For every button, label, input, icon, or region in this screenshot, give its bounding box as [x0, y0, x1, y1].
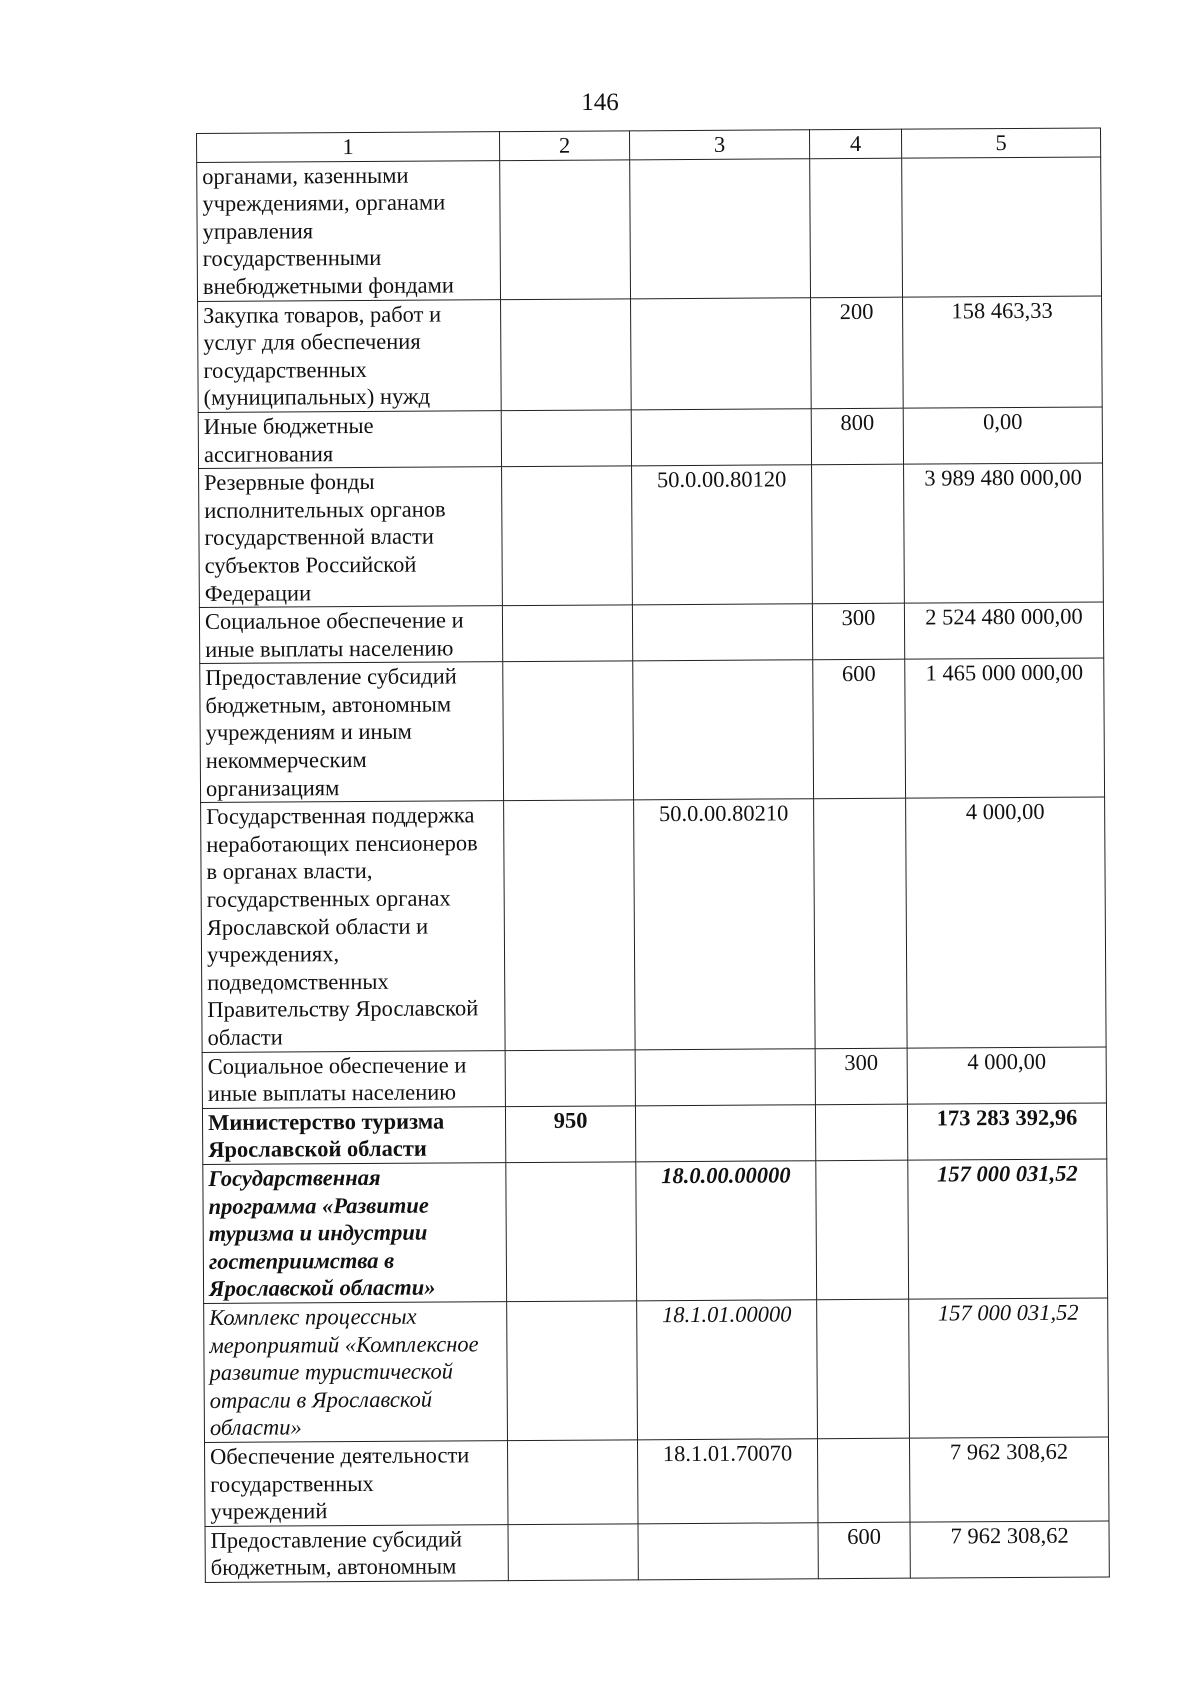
cell-program-code-text: 18.1.01.00000	[661, 1301, 792, 1328]
header-col-5: 5	[901, 128, 1100, 158]
cell-expense-type	[817, 1438, 910, 1522]
table-row	[204, 1298, 1109, 1442]
cell-section-code	[505, 1049, 635, 1106]
cell-expense-type	[811, 297, 904, 409]
cell-program-code	[635, 1048, 815, 1105]
cell-section-code	[502, 466, 633, 606]
cell-section-code	[502, 605, 632, 662]
cell-amount	[905, 658, 1105, 798]
cell-name-text: Социальное обеспечение и иные выплаты населению	[204, 607, 464, 662]
cell-section-code	[507, 1440, 638, 1525]
cell-section-code	[505, 1106, 635, 1163]
table-row	[203, 1159, 1108, 1303]
cell-expense-type-text: 300	[841, 604, 876, 631]
cell-program-code-text: 18.1.01.70070	[662, 1440, 793, 1467]
cell-amount	[903, 407, 1102, 464]
table-row	[198, 407, 1102, 469]
table-row	[202, 1103, 1106, 1165]
cell-name-text: Обеспечение деятельности государственных учреждений	[210, 1442, 470, 1525]
cell-amount	[907, 1103, 1106, 1160]
cell-name	[204, 1441, 508, 1527]
cell-expense-type-text: 200	[839, 298, 874, 324]
cell-expense-type-text: 600	[847, 1523, 882, 1549]
cell-amount-text: 158 463,33	[951, 297, 1053, 323]
cell-expense-type	[815, 1048, 907, 1105]
cell-program-code	[631, 297, 812, 409]
cell-name-text: Комплекс процессных мероприятий «Комплексное развитие туристической отрасли в Ярославской области»	[209, 1303, 479, 1441]
cell-section-code-text: 950	[553, 1107, 588, 1133]
cell-program-code-text: 50.0.00.80210	[658, 800, 789, 827]
cell-program-code	[630, 158, 811, 298]
table-row	[205, 1521, 1109, 1583]
cell-amount-text: 3 989 480 000,00	[924, 464, 1082, 491]
table-row	[202, 1047, 1106, 1109]
cell-amount-text: 2 524 480 000,00	[925, 603, 1083, 630]
cell-expense-type	[817, 1299, 910, 1439]
cell-name-text: Предоставление субсидий бюджетным, автономным учреждениям и иным некоммерческим организациям	[205, 663, 457, 801]
cell-amount-text: 4 000,00	[965, 799, 1045, 825]
cell-section-code	[506, 1162, 637, 1302]
table-row	[200, 658, 1105, 802]
cell-program-code-text: 50.0.00.80120	[656, 466, 787, 493]
cell-expense-type-text: 800	[840, 409, 875, 436]
cell-expense-type	[812, 464, 905, 604]
cell-name	[198, 299, 502, 412]
cell-name-text: Закупка товаров, работ и услуг для обеспечения государственных (муниципальных) нужд	[203, 301, 442, 411]
cell-program-code	[637, 1300, 818, 1440]
cell-name	[204, 1302, 508, 1443]
cell-expense-type	[812, 603, 904, 660]
table-row	[198, 296, 1103, 413]
header-col-2: 2	[499, 131, 629, 160]
page-number: 146	[581, 89, 619, 116]
cell-amount	[909, 1298, 1109, 1438]
table-row	[199, 463, 1104, 607]
cell-amount-text: 157 000 031,52	[936, 1160, 1078, 1187]
cell-expense-type	[818, 1522, 910, 1579]
cell-amount-text: 157 000 031,52	[937, 1299, 1079, 1326]
cell-amount	[910, 1521, 1109, 1578]
cell-amount	[906, 797, 1107, 1048]
cell-program-code	[638, 1522, 818, 1579]
cell-section-code	[507, 1301, 638, 1441]
cell-name	[197, 160, 501, 301]
cell-expense-type	[815, 1104, 907, 1161]
cell-amount-text: 0,00	[983, 408, 1023, 435]
cell-name	[205, 1524, 508, 1582]
cell-section-code	[500, 159, 631, 299]
cell-expense-type	[811, 408, 903, 465]
cell-section-code	[504, 800, 636, 1050]
cell-amount-text: 1 465 000 000,00	[925, 659, 1084, 686]
cell-name-text: Государственная поддержка неработающих пенсионеров в органах власти, государственных органах Ярославской области и учреждениях, подведомственных Правительству Ярославской области	[206, 802, 479, 1050]
cell-program-code	[632, 604, 812, 661]
cell-program-code	[631, 409, 811, 466]
cell-name	[200, 662, 504, 803]
cell-section-code	[508, 1524, 638, 1581]
cell-amount	[904, 602, 1103, 659]
cell-amount-text: 173 283 392,96	[936, 1104, 1078, 1131]
cell-name-text: Предоставление субсидий бюджетным, автономным	[210, 1526, 463, 1581]
cell-program-code	[634, 799, 816, 1049]
cell-program-code	[636, 1161, 817, 1301]
cell-name	[198, 411, 501, 469]
cell-program-code	[632, 465, 813, 605]
budget-table	[196, 127, 1110, 1582]
cell-name-text: Министерство туризма Ярославской области	[207, 1108, 445, 1163]
cell-name	[203, 1163, 507, 1304]
cell-program-code-text: 18.0.00.00000	[661, 1162, 791, 1189]
cell-section-code	[503, 661, 634, 801]
cell-name	[199, 467, 503, 608]
cell-amount-text: 4 000,00	[967, 1048, 1047, 1074]
cell-name-text: Государственная программа «Развитие туризма и индустрии гостеприимства в Ярославской области»	[208, 1164, 436, 1302]
table-row	[204, 1437, 1108, 1526]
cell-program-code	[635, 1105, 815, 1162]
cell-section-code	[501, 298, 632, 410]
cell-name-text: Иные бюджетные ассигнования	[203, 412, 374, 467]
table-body	[197, 157, 1110, 1583]
cell-expense-type	[814, 798, 908, 1048]
cell-expense-type	[810, 158, 903, 298]
cell-amount	[903, 296, 1103, 409]
cell-amount	[908, 1159, 1108, 1299]
cell-name-text: Резервные фонды исполнительных органов государственной власти субъектов Российской Федерации	[204, 469, 446, 606]
table-row	[197, 157, 1102, 301]
cell-program-code	[637, 1439, 818, 1524]
cell-name-text: Социальное обеспечение и иные выплаты населению	[207, 1051, 467, 1107]
cell-section-code	[501, 410, 631, 467]
table-row	[201, 797, 1107, 1052]
cell-amount	[907, 1047, 1106, 1104]
cell-expense-type	[816, 1160, 909, 1300]
cell-amount	[909, 1437, 1109, 1522]
cell-name	[202, 1106, 505, 1164]
cell-amount-text: 7 962 308,62	[949, 1438, 1069, 1465]
cell-expense-type-text: 600	[841, 661, 876, 687]
cell-expense-type	[813, 659, 906, 799]
header-col-1: 1	[197, 132, 500, 162]
cell-amount	[904, 463, 1104, 603]
cell-name	[202, 1050, 505, 1108]
header-col-3: 3	[629, 130, 809, 160]
table-row	[199, 602, 1103, 664]
cell-name	[199, 606, 502, 664]
cell-amount-text: 7 962 308,62	[950, 1522, 1069, 1549]
cell-name	[201, 801, 506, 1052]
cell-program-code	[633, 660, 814, 800]
cell-amount	[902, 157, 1102, 297]
cell-expense-type-text: 300	[844, 1049, 879, 1075]
header-col-4: 4	[809, 129, 901, 158]
cell-name-text: органами, казенными учреждениями, органами управления государственными внебюджетными фондами	[202, 162, 454, 299]
